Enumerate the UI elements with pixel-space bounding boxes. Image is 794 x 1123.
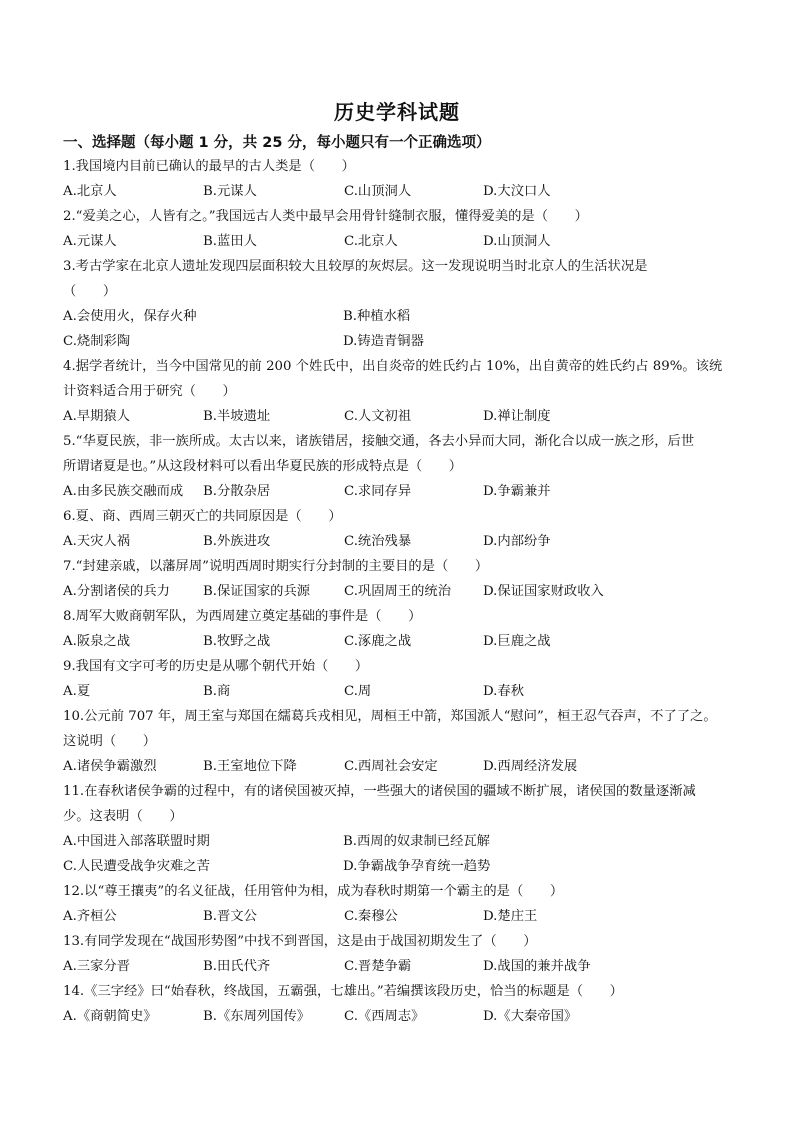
option-A[interactable]: A.夏 (63, 684, 91, 699)
option-C[interactable]: C.统治残暴 (344, 534, 412, 549)
option-B[interactable]: B.西周的奴隶制已经瓦解 (343, 834, 490, 849)
question-5 (63, 432, 743, 507)
option-A[interactable]: A.诸侯争霸激烈 (63, 759, 157, 774)
question-stem: 9.我国有文字可考的历史是从哪个朝代开始（ ） (63, 659, 369, 674)
option-C[interactable]: C.巩固周王的统治 (344, 584, 452, 599)
option-C[interactable]: C.求同存异 (344, 484, 412, 499)
option-C[interactable]: C.烧制彩陶 (63, 334, 131, 349)
option-B[interactable]: B.元谋人 (203, 184, 257, 199)
option-A[interactable]: A.北京人 (63, 184, 117, 199)
option-C[interactable]: C.晋楚争霸 (344, 959, 412, 974)
option-C[interactable]: C.北京人 (344, 234, 398, 249)
options-row (63, 532, 743, 557)
question-stem: 1.我国境内目前已确认的最早的古人类是（ ） (63, 159, 355, 174)
option-A[interactable]: A.元谋人 (63, 234, 117, 249)
option-A[interactable]: A.天灾人祸 (63, 534, 131, 549)
option-B[interactable]: B.牧野之战 (203, 634, 271, 649)
question-stem: 7.“封建亲戚，以藩屏周”说明西周时期实行分封制的主要目的是（ ） (63, 559, 489, 574)
question-stem: （ ） (63, 284, 117, 299)
page-title: 历史学科试题 (334, 100, 460, 124)
options-row (63, 232, 743, 257)
options-row (63, 682, 743, 707)
question-7 (63, 557, 743, 607)
option-A[interactable]: A.分割诸侯的兵力 (63, 584, 170, 599)
option-C[interactable]: C.《西周志》 (344, 1009, 425, 1024)
options-row (63, 1007, 743, 1032)
option-C[interactable]: C.涿鹿之战 (344, 634, 412, 649)
option-D[interactable]: D.春秋 (483, 684, 525, 699)
question-14 (63, 982, 743, 1032)
question-stem: 13.有同学发现在“战国形势图”中找不到晋国，这是由于战国初期发生了（ ） (63, 934, 537, 949)
question-stem: 4.据学者统计，当今中国常见的前 200 个姓氏中，出自炎帝的姓氏约占 10%，出自黄帝的姓氏约占 89%。该统 (63, 359, 723, 374)
option-D[interactable]: D.西周经济发展 (483, 759, 578, 774)
options-row (63, 632, 743, 657)
option-A[interactable]: A.会使用火，保存火种 (63, 309, 197, 324)
option-D[interactable]: D.保证国家财政收入 (483, 584, 604, 599)
option-A[interactable]: A.由多民族交融而成 (63, 484, 184, 499)
question-stem: 所谓诸夏是也。”从这段材料可以看出华夏民族的形成特点是（ ） (63, 459, 463, 474)
option-B[interactable]: B.分散杂居 (203, 484, 271, 499)
options-row (63, 832, 743, 857)
option-A[interactable]: A.齐桓公 (63, 909, 117, 924)
question-8 (63, 607, 743, 657)
question-stem: 10.公元前 707 年，周王室与郑国在繻葛兵戎相见，周桓王中箭，郑国派人“慰问”，桓王忍气吞声，不了了之。 (63, 709, 717, 724)
option-D[interactable]: D.禅让制度 (483, 409, 551, 424)
option-B[interactable]: B.蓝田人 (203, 234, 257, 249)
question-stem: 5.“华夏民族，非一族所成。太古以来，诸族错居，接触交通，各去小异而大同，渐化合以成一族之形，后世 (63, 434, 695, 449)
option-D[interactable]: D.争霸兼并 (483, 484, 551, 499)
question-stem: 少。这表明（ ） (63, 809, 183, 824)
question-stem: 12.以“尊王攘夷”的名义征战，任用管仲为相，成为春秋时期第一个霸主的是（ ） (63, 884, 564, 899)
option-A[interactable]: A.阪泉之战 (63, 634, 131, 649)
option-B[interactable]: B.种植水稻 (343, 309, 411, 324)
options-row (63, 407, 743, 432)
question-stem: 3.考古学家在北京人遗址发现四层面积较大且较厚的灰烬层。这一发现说明当时北京人的生活状况是 (63, 259, 648, 274)
option-A[interactable]: A.三家分晋 (63, 959, 131, 974)
option-C[interactable]: C.山顶洞人 (344, 184, 412, 199)
option-D[interactable]: D.山顶洞人 (483, 234, 551, 249)
question-stem: 2.“爱美之心，人皆有之。”我国远古人类中最早会用骨针缝制衣服，懂得爱美的是（ ） (63, 209, 588, 224)
question-2 (63, 207, 743, 257)
options-row (63, 957, 743, 982)
options-row (63, 482, 743, 507)
question-12 (63, 882, 743, 932)
question-stem: 14.《三字经》曰“始春秋，终战国，五霸强，七雄出。”若编撰该段历史，恰当的标题是（ ） (63, 984, 623, 999)
option-B[interactable]: B.商 (203, 684, 231, 699)
question-stem: 6.夏、商、西周三朝灭亡的共同原因是（ ） (63, 509, 342, 524)
options-row (63, 907, 743, 932)
option-C[interactable]: C.秦穆公 (344, 909, 398, 924)
question-stem: 这说明（ ） (63, 734, 157, 749)
question-13 (63, 932, 743, 982)
question-4 (63, 357, 743, 432)
option-B[interactable]: B.《东周列国传》 (203, 1009, 311, 1024)
option-C[interactable]: C.人民遭受战争灾难之苦 (63, 859, 210, 874)
option-D[interactable]: D.楚庄王 (483, 909, 538, 924)
option-A[interactable]: A.中国进入部落联盟时期 (63, 834, 210, 849)
question-3 (63, 257, 743, 357)
question-stem: 8.周军大败商朝军队，为西周建立奠定基础的事件是（ ） (63, 609, 422, 624)
option-B[interactable]: B.半坡遗址 (203, 409, 271, 424)
question-10 (63, 707, 743, 782)
option-B[interactable]: B.田氏代齐 (203, 959, 271, 974)
question-11 (63, 782, 743, 882)
option-D[interactable]: D.《大秦帝国》 (483, 1009, 578, 1024)
option-C[interactable]: C.人文初祖 (344, 409, 412, 424)
question-stem: 计资料适合用于研究（ ） (63, 384, 236, 399)
option-D[interactable]: D.大汶口人 (483, 184, 551, 199)
question-stem: 11.在春秋诸侯争霸的过程中，有的诸侯国被灭掉，一些强大的诸侯国的疆域不断扩展，诸侯国的数量逐渐减 (63, 784, 696, 799)
question-9 (63, 657, 743, 707)
options-row (63, 332, 743, 357)
option-C[interactable]: C.周 (344, 684, 372, 699)
option-C[interactable]: C.西周社会安定 (344, 759, 438, 774)
options-row (63, 182, 743, 207)
options-row (63, 582, 743, 607)
option-A[interactable]: A.早期猿人 (63, 409, 131, 424)
question-1 (63, 157, 743, 207)
option-B[interactable]: B.保证国家的兵源 (203, 584, 311, 599)
option-B[interactable]: B.外族进攻 (203, 534, 271, 549)
section-heading: 一、选择题（每小题 1 分，共 25 分，每小题只有一个正确选项） (63, 135, 491, 151)
option-D[interactable]: D.铸造青铜器 (343, 334, 424, 349)
question-6 (63, 507, 743, 557)
options-row (63, 857, 743, 882)
question-list (63, 157, 743, 1032)
option-D[interactable]: D.巨鹿之战 (483, 634, 551, 649)
option-D[interactable]: D.内部纷争 (483, 534, 551, 549)
options-row (63, 307, 743, 332)
option-B[interactable]: B.晋文公 (203, 909, 257, 924)
options-row (63, 757, 743, 782)
option-D[interactable]: D.争霸战争孕育统一趋势 (343, 859, 491, 874)
option-D[interactable]: D.战国的兼并战争 (483, 959, 591, 974)
option-A[interactable]: A.《商朝简史》 (63, 1009, 157, 1024)
option-B[interactable]: B.王室地位下降 (203, 759, 297, 774)
